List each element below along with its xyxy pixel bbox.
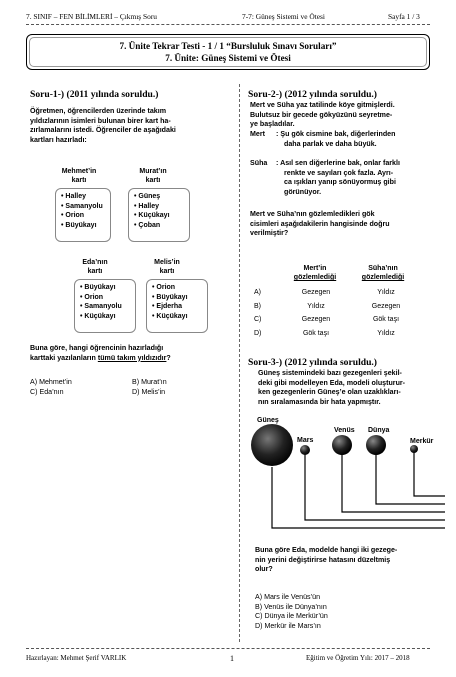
- q2-option-suha: Gezegen: [371, 302, 401, 310]
- q2-option-row[interactable]: [254, 300, 422, 314]
- merkur-sphere: [410, 445, 418, 453]
- q1-question-line: [30, 354, 235, 364]
- q2-option-suha: Gök taşı: [372, 316, 400, 324]
- footer-author: Hazırlayan: Mehmet Şerif VARLIK: [26, 654, 127, 662]
- q1-text-line: yıldızlarının isimleri bulunan birer kart ha-: [30, 116, 171, 125]
- q2-option-mert: Gök taşı: [302, 330, 330, 338]
- q2-question-line: Mert ve Süha’nın gözlemledikleri gök: [250, 210, 375, 218]
- q3-option-c[interactable]: C) Dünya ile Merkür’ün: [255, 612, 328, 621]
- q3-text-line: ken gezegenlerin Güneş’e olan uzaklıkları-: [258, 388, 401, 396]
- footer-year: Eğitim ve Öğretim Yılı: 2017 – 2018: [306, 654, 410, 662]
- card-item: • Büyükayı: [152, 293, 188, 301]
- q2-mert-line: : Şu gök cismine bak, diğerlerinden: [276, 130, 396, 138]
- card-item: • Orion: [152, 284, 176, 291]
- q2-option-row[interactable]: [254, 286, 422, 300]
- q2-question: [250, 210, 440, 239]
- q2-col1-header-line1: Mert’in: [303, 265, 327, 272]
- column-divider: [239, 84, 240, 642]
- card-eda-title: [70, 258, 120, 276]
- q2-question-line: verilmiştir?: [250, 229, 289, 237]
- q3-question-line: nin yerini değiştirirse hatasını düzeltmiş: [255, 555, 391, 564]
- card-item: • Büyükayı: [61, 221, 97, 229]
- title-box-inner-border: [29, 37, 427, 67]
- solar-model-diagram: [250, 412, 446, 538]
- q1-question-pre: karttaki yazılanların: [30, 353, 98, 362]
- q2-option-suha: Yıldız: [377, 330, 395, 338]
- q1-option-a[interactable]: A) Mehmet’in: [30, 378, 72, 386]
- q1-question-line: Buna göre, hangi öğrencinin hazırladığı: [30, 344, 164, 352]
- q1-text-line: kartları hazırladı:: [30, 135, 87, 144]
- q2-option-mert: Yıldız: [307, 302, 325, 310]
- q1-text-line: Öğretmen, öğrencilerden üzerinde takım: [30, 107, 166, 115]
- q2-option-letter: D): [254, 330, 262, 338]
- q3-option-d[interactable]: D) Merkür ile Mars’ın: [255, 621, 321, 630]
- q3-text: [258, 369, 448, 407]
- q2-option-mert: Gezegen: [301, 289, 331, 297]
- label-gunes: Güneş: [257, 417, 279, 424]
- card-owner: Murat’ın: [139, 168, 167, 175]
- q2-option-row[interactable]: [254, 327, 422, 341]
- venus-sphere: [332, 435, 352, 455]
- sun-sphere: [251, 424, 293, 466]
- card-sub: kartı: [159, 268, 175, 275]
- card-mehmet: [55, 188, 111, 242]
- card-item: • Orion: [61, 212, 85, 220]
- card-sub: kartı: [145, 177, 161, 184]
- q2-col2-header: [350, 264, 416, 283]
- q3-question-line: olur?: [255, 565, 273, 573]
- q2-col1-header-line2: gözlemlediği: [293, 274, 337, 282]
- card-item: • Büyükayı: [80, 284, 116, 291]
- q1-option-b[interactable]: B) Murat’ın: [132, 378, 167, 386]
- title-line-1: 7. Ünite Tekrar Testi - 1 / 1 “Bursluluk Sınavı Soruları”: [119, 41, 337, 51]
- label-venus: Venüs: [334, 427, 355, 434]
- q2-option-letter: A): [254, 289, 261, 297]
- q2-option-letter: B): [254, 302, 261, 310]
- q2-question-line: cisimleri aşağıdakilerin hangisinde doğru: [250, 219, 390, 228]
- header-center: 7-7: Güneş Sistemi ve Ötesi: [242, 12, 325, 21]
- q3-question: [255, 546, 445, 575]
- label-mars: Mars: [297, 437, 314, 444]
- q3-option-a[interactable]: A) Mars ile Venüs’ün: [255, 593, 321, 601]
- q2-suha-line: : Asıl sen diğerlerine bak, onlar farklı: [276, 159, 400, 167]
- q3-text-line: nın sıralamasında bir hata yapmıştır.: [258, 397, 381, 406]
- card-item: • Halley: [134, 202, 160, 210]
- card-mehmet-title: [54, 167, 104, 185]
- card-melis: [146, 279, 208, 333]
- q1-option-d[interactable]: D) Melis’in: [132, 388, 166, 396]
- card-item: • Halley: [61, 193, 87, 200]
- label-merkur: Merkür: [410, 438, 434, 445]
- title-box: [26, 34, 430, 70]
- q2-col2-header-line2: gözlemlediği: [361, 274, 405, 282]
- card-owner: Melis’in: [154, 259, 180, 266]
- q2-col2-header-line1: Süha’nın: [368, 265, 398, 272]
- card-item: • Küçükayı: [80, 312, 116, 320]
- rod-venus: [342, 454, 445, 512]
- card-sub: kartı: [71, 177, 87, 184]
- card-eda: [74, 279, 136, 333]
- q1-text-line: zırlamalarını istedi. Öğrenciler de aşağıdaki: [30, 126, 176, 134]
- q2-option-row[interactable]: [254, 313, 422, 327]
- rod-merkur: [414, 452, 445, 496]
- card-item: • Küçükayı: [134, 212, 170, 220]
- q2-title: Soru-2-) (2012 yılında soruldu.): [248, 89, 378, 100]
- header-right: Sayfa 1 / 3: [388, 12, 420, 21]
- header-divider: [26, 24, 430, 25]
- q2-mert-text: [276, 130, 446, 149]
- q3-options: [255, 593, 328, 631]
- card-item: • Ejderha: [152, 303, 183, 311]
- q3-option-b[interactable]: B) Venüs ile Dünya’nın: [255, 602, 327, 611]
- q2-mert-label: Mert: [250, 130, 265, 138]
- header-left: 7. SINIF – FEN BİLİMLERİ – Çıkmış Soru: [26, 12, 157, 21]
- q3-title: Soru-3-) (2012 yılında soruldu.): [248, 357, 378, 368]
- q2-option-mert: Gezegen: [301, 316, 331, 324]
- model-rods: [272, 452, 445, 528]
- q1-text: [30, 107, 235, 145]
- q2-suha-text: [276, 159, 446, 197]
- q2-suha-line: renkte ve sayıları çok fazla. Ayrı-: [284, 168, 394, 177]
- q2-suha-line: görünüyor.: [284, 187, 322, 196]
- q1-question: [30, 344, 235, 363]
- q2-option-letter: C): [254, 316, 262, 324]
- q2-option-suha: Yıldız: [377, 289, 395, 297]
- q2-intro-line: Bulutsuz bir gecede gökyüzünü seyretme-: [250, 110, 393, 119]
- card-sub: kartı: [87, 268, 103, 275]
- footer-divider: [26, 648, 430, 649]
- q2-suha-line: ca ışıkları yanıp sönüyormuş gibi: [284, 178, 396, 186]
- q2-intro-line: Mert ve Süha yaz tatilinde köye gitmişlerdi.: [250, 101, 395, 109]
- q2-intro-line: ye başladılar.: [250, 120, 295, 128]
- card-item: • Çoban: [134, 221, 161, 229]
- q1-title: Soru-1-) (2011 yılında soruldu.): [30, 89, 159, 100]
- q3-question-line: Buna göre Eda, modelde hangi iki gezege-: [255, 546, 398, 554]
- q3-text-line: deki gibi modelleyen Eda, modeli oluşturur-: [258, 378, 406, 387]
- card-murat: [128, 188, 190, 242]
- card-owner: Mehmet’in: [61, 168, 97, 175]
- title-line-2: 7. Ünite: Güneş Sistemi ve Ötesi: [165, 53, 291, 63]
- card-item: • Küçükayı: [152, 312, 188, 320]
- q1-option-c[interactable]: C) Eda’nın: [30, 388, 64, 396]
- rod-base: [272, 467, 445, 528]
- q2-options-table: [254, 286, 422, 340]
- card-owner: Eda’nın: [82, 259, 108, 266]
- label-dunya: Dünya: [368, 427, 390, 434]
- card-melis-title: [142, 258, 192, 276]
- dunya-sphere: [366, 435, 386, 455]
- card-item: • Güneş: [134, 193, 161, 200]
- card-item: • Orion: [80, 293, 104, 301]
- card-item: • Samanyolu: [61, 202, 103, 210]
- card-item: • Samanyolu: [80, 303, 122, 311]
- footer-page-number: 1: [230, 654, 234, 663]
- q2-suha-label: Süha: [250, 159, 268, 167]
- rod-mars: [305, 453, 445, 520]
- q1-question-underlined: tümü takım yıldızıdır: [97, 353, 167, 362]
- card-murat-title: [128, 167, 178, 185]
- q2-intro: [250, 101, 440, 130]
- q2-mert-line: daha parlak ve daha büyük.: [284, 139, 377, 148]
- q3-text-line: Güneş sistemindeki bazı gezegenleri şekil-: [258, 369, 402, 377]
- q2-col1-header: [282, 264, 348, 283]
- q1-question-post: ?: [166, 353, 171, 362]
- mars-sphere: [300, 445, 310, 455]
